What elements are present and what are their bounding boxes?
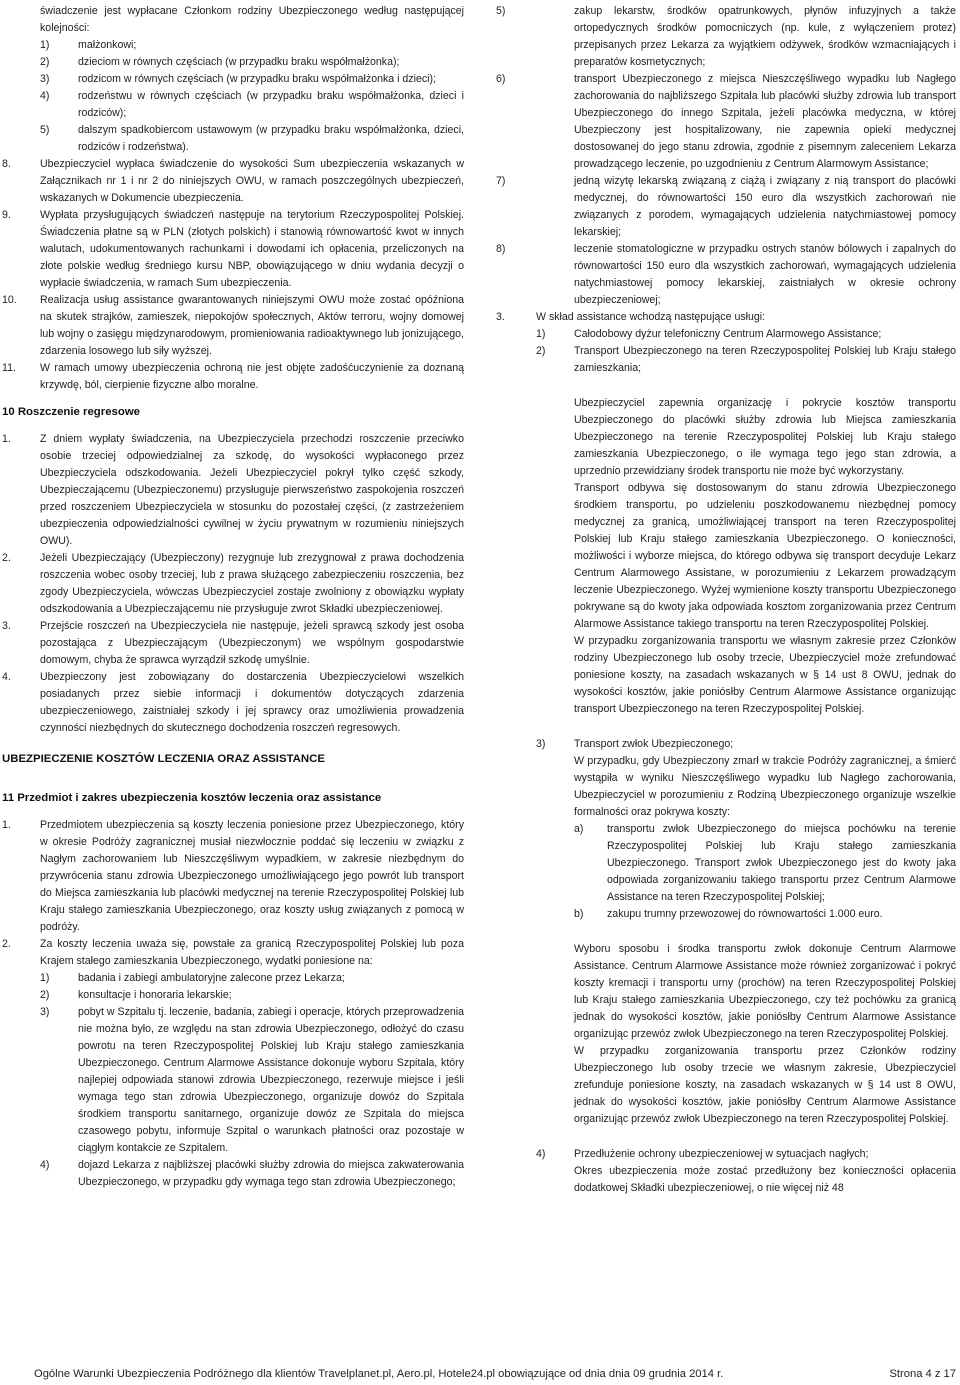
paragraph: Transport odbywa się dostosowanym do stanu zdrowia Ubezpieczonego środkiem transportu, po udzieleniu poszkodowanemu niezbędnej pomocy medycznej za granicą, umożliwiającej transport na teren Rzeczypospolitej Polskiej lub Kraju stałego zamieszkania Ubezpieczonego. O konieczności, możliwości i wyborze miejsca, do którego odbywa się transport decyduje Lekarz Centrum Alarmowego Assistane, w porozumieniu z Lekarzem prowadzącym leczenie Ubezpieczonego. Wyżej wymienione koszty transportu Ubezpieczonego pokrywane są do kwoty jaka odpowiada kosztom zorganizowania przez Centrum Alarmowe Assistance takiego transportu na teren Rzeczypospolitej Polskiej. [574, 482, 956, 630]
paragraph: W przypadku zorganizowania transportu przez Członków rodziny Ubezpieczonego lub osoby trzecie we własnym zakresie, Ubezpieczyciel zrefunduje poniesione koszty, na zasadach wskazanych w § 14 ust 8 OWU, jednak do wysokości kosztów, jakie poniósłby Centrum Alarmowe Assistance organizując przewóz zwłok Ubezpieczonego na teren Rzeczypospolitej Polskiej. [574, 1045, 956, 1125]
page-number: Strona 4 z 17 [889, 1368, 956, 1380]
list-item: 4) dojazd Lekarza z najbliższej placówki służby zdrowia do miejsca zakwaterowania Ubezpieczonego, w przypadku gdy wymaga tego stan zdrowia Ubezpieczonego; [40, 1159, 464, 1188]
numbered-point: 9. Wypłata przysługujących świadczeń następuje na terytorium Rzeczypospolitej Polskiej. Świadczenia płatne są w PLN (złotych polskich) i stanowią równowartość kwot w innych walutach, udokumentowanych rachunkami i dowodami ich opłacenia, przeliczonych na złote polskie według średniego kursu NBP, obowiązującego w dniu wydania decyzji o wypłacie świadczenia, w ramach Sum ubezpieczenia. [2, 209, 464, 289]
footer-text: Ogólne Warunki Ubezpieczenia Podróżnego dla klientów Travelplanet.pl, Aero.pl, Hotele24.pl obowiązujące od dnia dnia 09 grudnia 2014 r. [34, 1368, 724, 1380]
list-item: 2) dzieciom w równych częściach (w przypadku braku współmałżonka); [40, 56, 400, 68]
list-item: b) zakupu trumny przewozowej do równowartości 1.000 euro. [574, 908, 883, 920]
right-column [496, 3, 956, 1197]
paragraph: świadczenie jest wypłacane Członkom rodziny Ubezpieczonego według następującej kolejności: [40, 5, 464, 34]
numbered-point: 3. Przejście roszczeń na Ubezpieczyciela nie następuje, jeżeli sprawcą szkody jest osoba pozostająca z Ubezpieczającym (Ubezpieczonym) we wspólnym gospodarstwie domowym, chyba że sprawca wyrządził szkodę umyślnie. [2, 620, 464, 666]
list-item: 1) badania i zabiegi ambulatoryjne zalecone przez Lekarza; [40, 972, 345, 984]
paragraph: W przypadku zorganizowania transportu we własnym zakresie przez Członków rodziny Ubezpieczonego lub osoby trzecie, Ubezpieczyciel może zrefundować poniesione koszty, na zasadach wskazanych w § 14 ust 8 OWU, jednak do wysokości kosztów, jakie poniósłby Centrum Alarmowe Assistance organizując transport Ubezpieczonego na teren Rzeczypospolitej Polskiej. [574, 635, 956, 715]
numbered-point: 8. Ubezpieczyciel wypłaca świadczenie do wysokości Sum ubezpieczenia wskazanych w Załącznikach nr 1 i nr 2 do niniejszych OWU, w ramach poszczególnych ubezpieczeń, wskazanych w Dokumencie ubezpieczenia. [2, 158, 464, 204]
numbered-point: 10. Realizacja usług assistance gwarantowanych niniejszymi OWU może zostać opóźniona na skutek strajków, zamieszek, niepokojów społecznych, Aktów terroru, wojny domowej lub wojny o zasięgu międzynarodowym, promieniowania radioaktywnego lub jonizującego, zdarzenia losowego lub siły wyższej. [2, 294, 464, 357]
page-footer [34, 1366, 956, 1383]
numbered-point: 1. Przedmiotem ubezpieczenia są koszty leczenia poniesione przez Ubezpieczonego, który w okresie Podróży zagranicznej musiał niezwłocznie poddać się leczeniu w związku z Nagłym zachorowaniem lub Nieszczęśliwym wypadkiem, w zakresie niezbędnym do przywrócenia stanu zdrowia Ubezpieczonego umożliwiającego jego powrót lub transport do Miejsca zamieszkania lub placówki medycznej na terenie Rzeczypospolitej Polskiej lub Kraju stałego zamieszkania Ubezpieczonego, oraz koszty usług związanych z pomocą w podróży. [2, 819, 464, 933]
section-heading: 10 Roszczenie regresowe [2, 406, 141, 418]
numbered-point: 11. W ramach umowy ubezpieczenia ochroną nie jest objęte zadośćuczynienie za doznaną krzywdę, ból, cierpienie fizyczne albo moralne. [2, 362, 464, 391]
list-item: 4) rodzeństwu w równych częściach (w przypadku braku współmałżonka, dzieci i rodziców); [40, 90, 464, 119]
paragraph: Okres ubezpieczenia może zostać przedłużony bez konieczności opłacenia dodatkowej Składki ubezpieczeniowej, o nie więcej niż 48 [574, 1165, 956, 1194]
list-item: 5) dalszym spadkobiercom ustawowym (w przypadku braku współmałżonka, dzieci, rodziców i rodzeństwa). [40, 124, 464, 153]
list-item: 7) jedną wizytę lekarską związaną z ciążą i związany z nią transport do placówki medycznej, do równowartości 150 euro dla wszystkich zachorowań nie związanych z porodem, wymagających udzielenia natychmiastowej pomocy lekarskiej; [496, 175, 956, 238]
list-item: 8) leczenie stomatologiczne w przypadku ostrych stanów bólowych i zapalnych do równowartości 150 euro dla wszystkich zachorowań, wymagających udzielenia natychmiastowej pomocy lekarskiej, zaistniałych w okresie ochrony ubezpieczeniowej; [496, 243, 956, 306]
paragraph: Wyboru sposobu i środka transportu zwłok dokonuje Centrum Alarmowe Assistance. Centrum Alarmowe Assistance może również zorganizować i pokryć koszty kremacji i transportu urny (prochów) na teren Rzeczypospolitej Polskiej lub Kraju stałego zamieszkania Ubezpieczonego, czy też pochówku za granicą jednak do wysokości kosztów, jakie poniósłby Centrum Alarmowe Assistance organizując przewóz zwłok Ubezpieczonego na teren Rzeczypospolitej Polskiej. [574, 943, 956, 1040]
list-item: 5) zakup lekarstw, środków opatrunkowych, płynów infuzyjnych a także ortopedycznych środków pomocniczych (np. kule, z wyłączeniem protez) przepisanych przez Lekarza za wyjątkiem odżywek, środków wzmacniających i preparatów kosmetycznych; [496, 5, 956, 68]
list-item: 4) Przedłużenie ochrony ubezpieczeniowej w sytuacjach nagłych; [536, 1148, 869, 1160]
numbered-point: 3. W skład assistance wchodzą następujące usługi: [496, 311, 766, 323]
numbered-point: 1. Z dniem wypłaty świadczenia, na Ubezpieczyciela przechodzi roszczenie przeciwko osobie trzeciej odpowiedzialnej za szkodę, do wysokości wypłaconego przez Ubezpieczyciela odszkodowania. Jeżeli Ubezpieczyciel pokrył tylko część szkody, Ubezpieczającemu (Ubezpieczonemu) przysługuje pierwszeństwo zaspokojenia roszczeń przed roszczeniem Ubezpieczyciela w stosunku do pozostałej części, (z zastrzeżeniem ubezpieczenia odpowiedzialności cywilnej w życiu prywatnym w rozumieniu niniejszych OWU). [2, 433, 464, 547]
list-item: 3) Transport zwłok Ubezpieczonego; [536, 738, 734, 750]
paragraph: W przypadku, gdy Ubezpieczony zmarł w trakcie Podróży zagranicznej, a śmierć wystąpiła w wyniku Nieszczęśliwego wypadku lub Nagłego zachorowania, Ubezpieczyciel w porozumieniu z Rodziną Ubezpieczonego organizuje wszelkie formalności oraz pokrywa koszty: [574, 755, 956, 818]
part-heading: UBEZPIECZENIE KOSZTÓW LECZENIA ORAZ ASSISTANCE [2, 753, 325, 765]
list-item: 3) pobyt w Szpitalu tj. leczenie, badania, zabiegi i operacje, których przeprowadzenia nie można było, ze względu na stan zdrowia Ubezpieczonego, odłożyć do czasu powrotu na teren Rzeczypospolitej Polskiej lub Kraju stałego zamieszkania Ubezpieczonego. Centrum Alarmowe Assistance dokonuje wyboru Szpitala, który najlepiej odpowiada stanowi zdrowia Ubezpieczonego, rezerwuje miejsce i jeśli wymaga tego stan zdrowia Ubezpieczonego, organizuje dowóz do Szpitala środkiem transportu sanitarnego, organizuje dowóz ze Szpitala do miejsca czasowego pobytu, informuje Szpital o warunkach płatności oraz pozostaje w ciągłym kontakcie ze Szpitalem. [40, 1006, 464, 1154]
left-column [2, 3, 464, 1191]
list-item: 1) Całodobowy dyżur telefoniczny Centrum Alarmowego Assistance; [536, 328, 882, 340]
list-item: 2) Transport Ubezpieczonego na teren Rzeczypospolitej Polskiej lub Kraju stałego zamieszkania; [536, 345, 956, 374]
list-item: 6) transport Ubezpieczonego z miejsca Nieszczęśliwego wypadku lub Nagłego zachorowania do najbliższego Szpitala lub placówki służby zdrowia lub transport Ubezpieczonego do innego Szpitala, jeżeli placówka medyczna, w której Ubezpieczony jest hospitalizowany, nie zapewnia opieki medycznej dostosowanej do jego stanu zdrowia, zgodnie z pisemnym zaleceniem Lekarza prowadzącego leczenie, po uzgodnieniu z Centrum Alarmowym Assistance; [496, 73, 956, 170]
section-heading: 11 Przedmiot i zakres ubezpieczenia kosztów leczenia oraz assistance [2, 792, 382, 804]
paragraph: Ubezpieczyciel zapewnia organizację i pokrycie kosztów transportu Ubezpieczonego do placówki służby zdrowia lub Miejsca zamieszkania Ubezpieczonego na terenie Rzeczypospolitej Polskiej lub Kraju stałego zamieszkania Ubezpieczonego, o ile wymaga tego jego stan zdrowia, a uprzednio przewidziany środek transportu nie może być wykorzystany. [574, 397, 956, 477]
numbered-point: 2. Za koszty leczenia uważa się, powstałe za granicą Rzeczypospolitej Polskiej lub poza Krajem stałego zamieszkania Ubezpieczonego, wydatki poniesione na: [2, 938, 464, 967]
numbered-point: 2. Jeżeli Ubezpieczający (Ubezpieczony) rezygnuje lub zrezygnował z prawa dochodzenia roszczenia wobec osoby trzeciej, lub z prawa służącego zabezpieczeniu roszczenia, bez zgody Ubezpieczyciela, wówczas Ubezpieczyciel zostaje zwolniony z obowiązku wypłaty odszkodowania a Ubezpieczającemu nie przysługuje zwrot Składki ubezpieczeniowej. [2, 552, 464, 615]
numbered-point: 4. Ubezpieczony jest zobowiązany do dostarczenia Ubezpieczycielowi wszelkich posiadanych przez siebie informacji i dokumentów dotyczących zdarzenia ubezpieczeniowego, zaistniałej szkody i jej sprawcy oraz umożliwienia prowadzenia czynności niezbędnych do skutecznego dochodzenia roszczeń regresowych. [2, 671, 464, 734]
list-item: 1) małżonkowi; [40, 39, 137, 51]
list-item: 2) konsultacje i honoraria lekarskie; [40, 989, 232, 1001]
list-item: 3) rodzicom w równych częściach (w przypadku braku współmałżonka i dzieci); [40, 73, 436, 85]
list-item: a) transportu zwłok Ubezpieczonego do miejsca pochówku na terenie Rzeczypospolitej Polskiej lub Kraju stałego zamieszkania Ubezpieczonego. Transport zwłok Ubezpieczonego jest do kwoty jaka odpowiada zorganizowaniu takiego transportu przez Centrum Alarmowe Assistance na teren Rzeczypospolitej Polskiej; [574, 823, 956, 903]
